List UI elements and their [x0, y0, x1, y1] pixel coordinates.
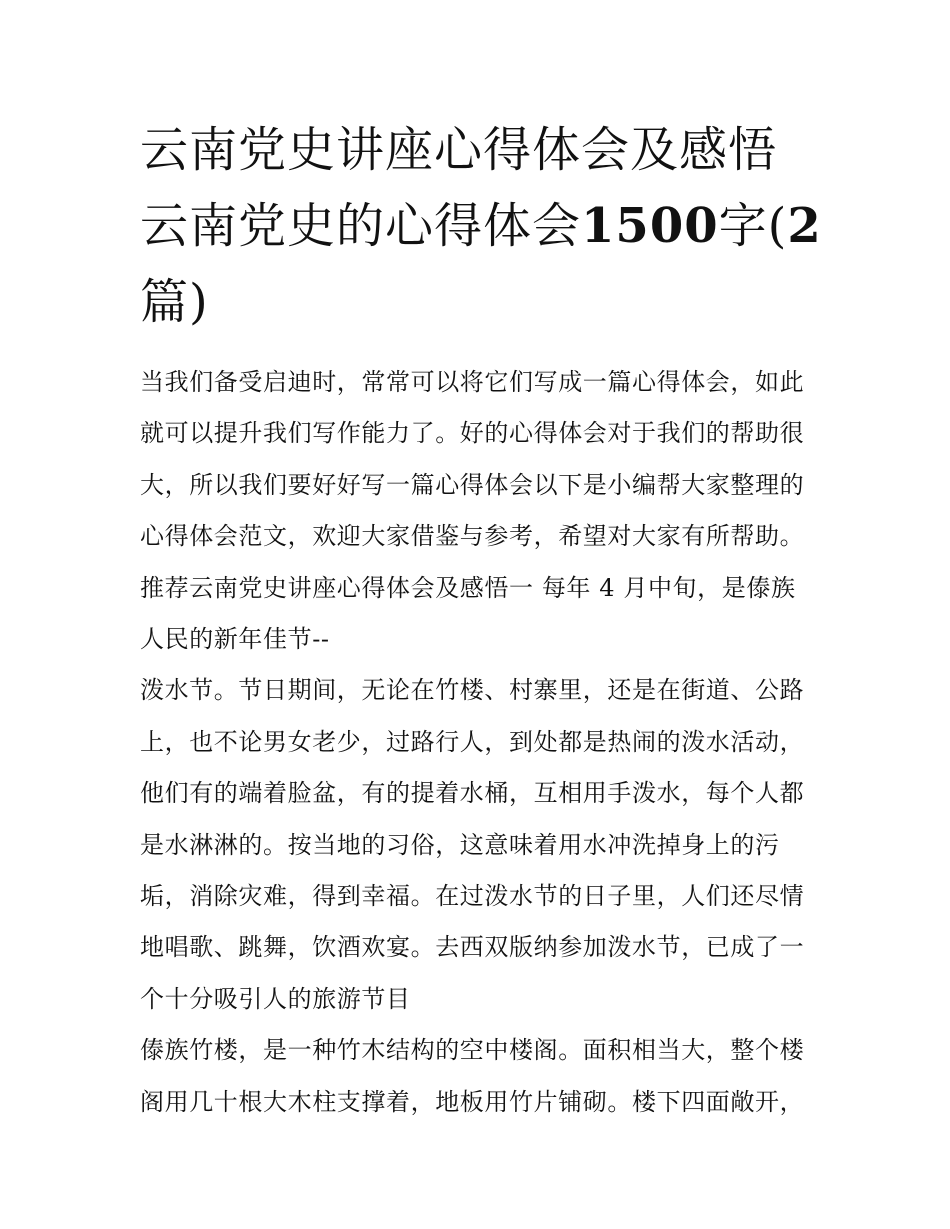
- text-line: 泼水节。节日期间，无论在竹楼、村寨里，还是在街道、公路: [140, 676, 805, 705]
- text-line: 大，所以我们要好好写一篇心得体会以下是小编帮大家整理的: [140, 470, 805, 499]
- title-line: 云南党史的心得体会1500字(2: [140, 198, 822, 254]
- paragraph-bamboo-house: [140, 1025, 820, 1128]
- text-line: 他们有的端着脸盆，有的提着水桶，互相用手泼水，每个人都: [140, 779, 805, 808]
- text-line: 人民的新年佳节--: [140, 625, 330, 654]
- text-line: 个十分吸引人的旅游节目: [140, 984, 411, 1013]
- document-title: [140, 112, 830, 340]
- text-line: 当我们备受启迪时，常常可以将它们写成一篇心得体会，如此: [140, 368, 805, 396]
- text-line: 阁用几十根大木柱支撑着，地板用竹片铺砌。楼下四面敞开，: [140, 1087, 805, 1116]
- text-line: 傣族竹楼，是一种竹木结构的空中楼阁。面积相当大，整个楼: [140, 1036, 805, 1065]
- text-line: 心得体会范文，欢迎大家借鉴与参考，希望对大家有所帮助。: [140, 522, 805, 551]
- text-line: 上，也不论男女老少，过路行人，到处都是热闹的泼水活动，: [140, 727, 805, 756]
- paragraph-intro: [140, 357, 820, 665]
- document-body: [140, 357, 820, 1128]
- text-line: 地唱歌、跳舞，饮酒欢宴。去西双版纳参加泼水节，已成了一: [140, 933, 805, 962]
- text-line: 是水淋淋的。按当地的习俗，这意味着用水冲洗掉身上的污: [140, 830, 780, 859]
- text-line: 就可以提升我们写作能力了。好的心得体会对于我们的帮助很: [140, 419, 805, 448]
- text-line: 推荐云南党史讲座心得体会及感悟一 每年 4 月中旬，是傣族: [140, 573, 796, 602]
- paragraph-water-festival: [140, 665, 820, 1025]
- text-line: 垢，消除灾难，得到幸福。在过泼水节的日子里，人们还尽情: [140, 882, 805, 911]
- title-line: 篇): [140, 274, 209, 330]
- title-line: 云南党史讲座心得体会及感悟: [140, 122, 778, 178]
